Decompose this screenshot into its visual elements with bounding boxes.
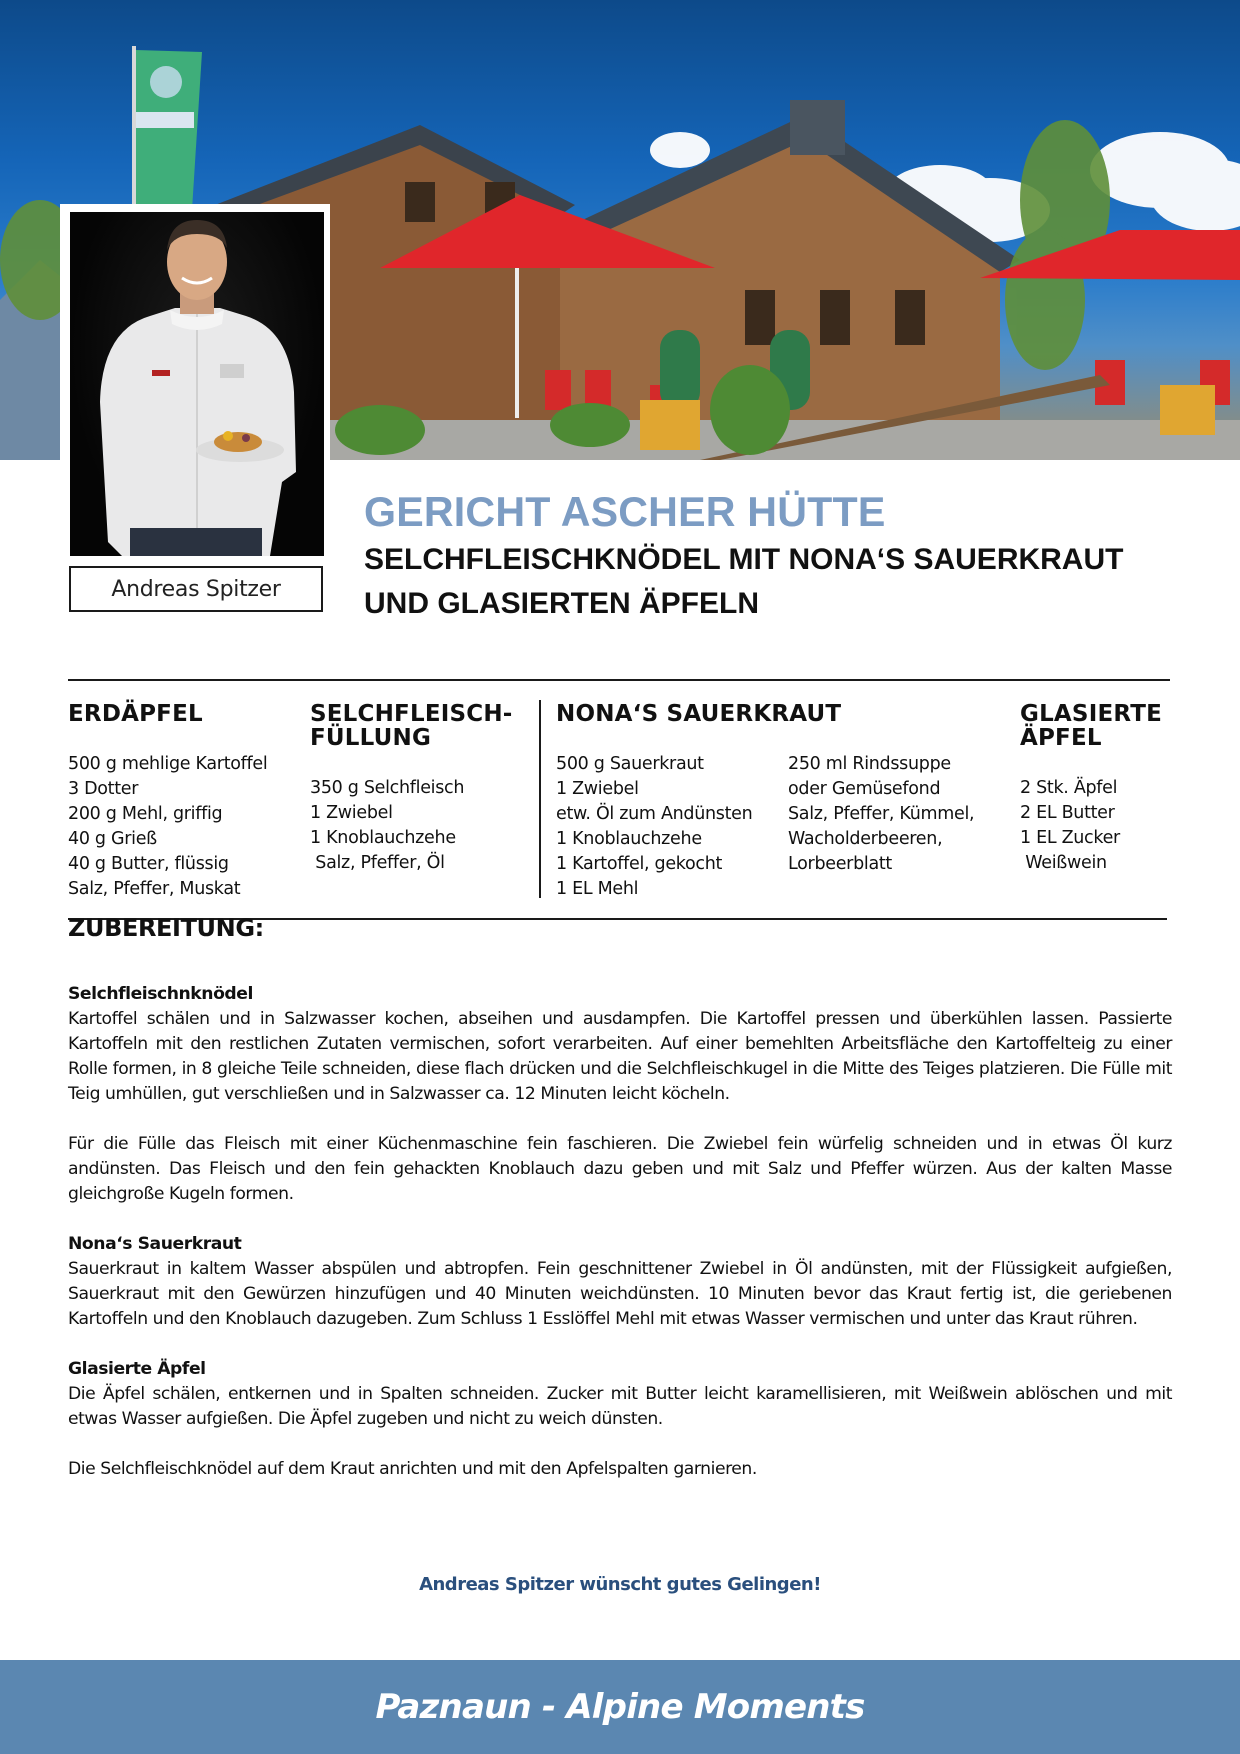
ingredient-item: oder Gemüsefond <box>788 779 941 799</box>
closing-wish: Andreas Spitzer wünscht gutes Gelingen! <box>419 1574 821 1595</box>
ingredient-item: 200 g Mehl, griffig <box>68 804 223 824</box>
ingredient-item: Weißwein <box>1020 853 1107 873</box>
dish-title <box>364 538 1184 626</box>
chef-portrait-photo <box>70 212 324 556</box>
ingredient-heading-line-2: FÜLLUNG <box>310 725 432 751</box>
ingredient-item: 1 Kartoffel, gekocht <box>556 854 723 874</box>
ingredient-lists <box>556 752 996 902</box>
ingredient-heading <box>310 702 530 750</box>
ingredient-item: 1 Knoblauchzehe <box>310 828 456 848</box>
preparation-paragraph: Sauerkraut in kaltem Wasser abspülen und abtropfen. Fein geschnittener Zwiebel in Öl andünsten, mit der Flüssigkeit aufgießen, Sauerkraut mit den Gewürzen hinzufügen und 40 Minuten weichdünsten. 10 Minuten bevor das Kraut fertig ist, die geriebenen Kartoffeln und den Knoblauch dazugeben. Zum Schluss 1 Esslöffel Mehl mit etwas Wasser vermischen und unter das Kraut rühren. <box>68 1259 1172 1329</box>
ingredient-item: Lorbeerblatt <box>788 854 892 874</box>
ingredient-item: 500 g Sauerkraut <box>556 754 704 774</box>
ingredient-list <box>1020 776 1180 876</box>
ingredient-item: Salz, Pfeffer, Muskat <box>68 879 241 899</box>
ingredient-item: Salz, Pfeffer, Kümmel, <box>788 804 975 824</box>
ingredient-list-left <box>556 752 788 902</box>
ingredients-top-divider <box>68 679 1170 681</box>
preparation-paragraph: Für die Fülle das Fleisch mit einer Küchenmaschine fein faschieren. Die Zwiebel fein würfelig schneiden und in etwas Öl kurz andünsten. Das Fleisch und den fein gehackten Knoblauch dazu geben und mit Salz und Pfeffer würzen. Aus der kalten Masse gleichgroße Kugeln formen. <box>68 1134 1172 1204</box>
dish-title-line-1: SELCHFLEISCHKNÖDEL MIT NONA‘S SAUERKRAUT <box>364 543 1124 576</box>
footer-slogan: Paznaun - Alpine Moments <box>375 1687 865 1727</box>
preparation-serving <box>68 1457 1172 1482</box>
ingredient-item: 250 ml Rindssuppe <box>788 754 951 774</box>
ingredient-group-sauerkraut <box>556 702 996 902</box>
preparation-subheading: Glasierte Äpfel <box>68 1359 206 1379</box>
ingredient-item: Salz, Pfeffer, Öl <box>310 853 445 873</box>
preparation-title: ZUBEREITUNG: <box>68 914 264 942</box>
ingredient-item: 40 g Butter, flüssig <box>68 854 229 874</box>
ingredient-item: 3 Dotter <box>68 779 139 799</box>
ingredient-item: 350 g Selchfleisch <box>310 778 465 798</box>
ingredient-item: 2 EL Butter <box>1020 803 1115 823</box>
preparation-section-sauerkraut <box>68 1232 1172 1332</box>
chef-illustration <box>70 212 324 556</box>
ingredients-vertical-divider <box>539 700 541 898</box>
restaurant-kicker: GERICHT ASCHER HÜTTE <box>364 488 886 535</box>
ingredient-item: 500 g mehlige Kartoffel <box>68 754 268 774</box>
ingredient-item: 2 Stk. Äpfel <box>1020 778 1118 798</box>
ingredient-item: 1 EL Mehl <box>556 879 639 899</box>
chef-name-label: Andreas Spitzer <box>69 566 323 612</box>
ingredient-item: 1 Zwiebel <box>556 779 639 799</box>
ingredient-item: Wacholderbeeren, <box>788 829 943 849</box>
ingredient-list-right <box>788 752 974 902</box>
ingredient-heading: ERDÄPFEL <box>68 701 203 727</box>
ingredient-list <box>68 752 288 902</box>
ingredient-heading-line-1: SELCHFLEISCH- <box>310 701 513 727</box>
preparation-subheading: Selchfleischnknödel <box>68 984 253 1004</box>
ingredient-heading <box>1020 702 1180 750</box>
preparation-section-knoedel <box>68 982 1172 1207</box>
ingredient-group-erdaepfel <box>68 702 288 902</box>
ingredient-item: 40 g Grieß <box>68 829 157 849</box>
preparation-section-aepfel <box>68 1357 1172 1432</box>
ingredient-heading-line-2: ÄPFEL <box>1020 725 1102 751</box>
serving-paragraph: Die Selchfleischknödel auf dem Kraut anrichten und mit den Apfelspalten garnieren. <box>68 1459 757 1479</box>
ingredient-item: 1 EL Zucker <box>1020 828 1120 848</box>
flag <box>132 46 202 216</box>
ingredient-list <box>310 776 530 876</box>
ingredient-heading: NONA‘S SAUERKRAUT <box>556 701 842 727</box>
ingredient-item: 1 Knoblauchzehe <box>556 829 702 849</box>
ingredient-item: 1 Zwiebel <box>310 803 393 823</box>
ingredient-group-glasierte-aepfel <box>1020 702 1180 876</box>
ingredient-group-selchfleischfuellung <box>310 702 530 876</box>
preparation-paragraph: Die Äpfel schälen, entkernen und in Spalten schneiden. Zucker mit Butter leicht karamellisieren, mit Weißwein ablöschen und mit etwas Wasser aufgießen. Die Äpfel zugeben und nicht zu weich dünsten. <box>68 1384 1172 1429</box>
preparation-text <box>68 982 1172 1507</box>
preparation-paragraph: Kartoffel schälen und in Salzwasser kochen, abseihen und ausdampfen. Die Kartoffel pressen und überkühlen lassen. Passierte Kartoffeln mit den restlichen Zutaten vermischen, sofort verarbeiten. Auf einer bemehlten Arbeitsfläche den Kartoffelteig zu einer Rolle formen, in 8 gleiche Teile schneiden, diese flach drücken und die Selchfleischkugel in die Mitte des Teiges platzieren. Die Fülle mit Teig umhüllen, gut verschließen und in Salzwasser ca. 12 Minuten leicht köcheln. <box>68 1009 1172 1104</box>
footer-banner <box>0 1660 1240 1754</box>
preparation-subheading: Nona‘s Sauerkraut <box>68 1234 242 1254</box>
ingredient-item: etw. Öl zum Andünsten <box>556 804 753 824</box>
dish-title-line-2: UND GLASIERTEN ÄPFELN <box>364 587 760 620</box>
ingredient-heading-line-1: GLASIERTE <box>1020 701 1163 727</box>
